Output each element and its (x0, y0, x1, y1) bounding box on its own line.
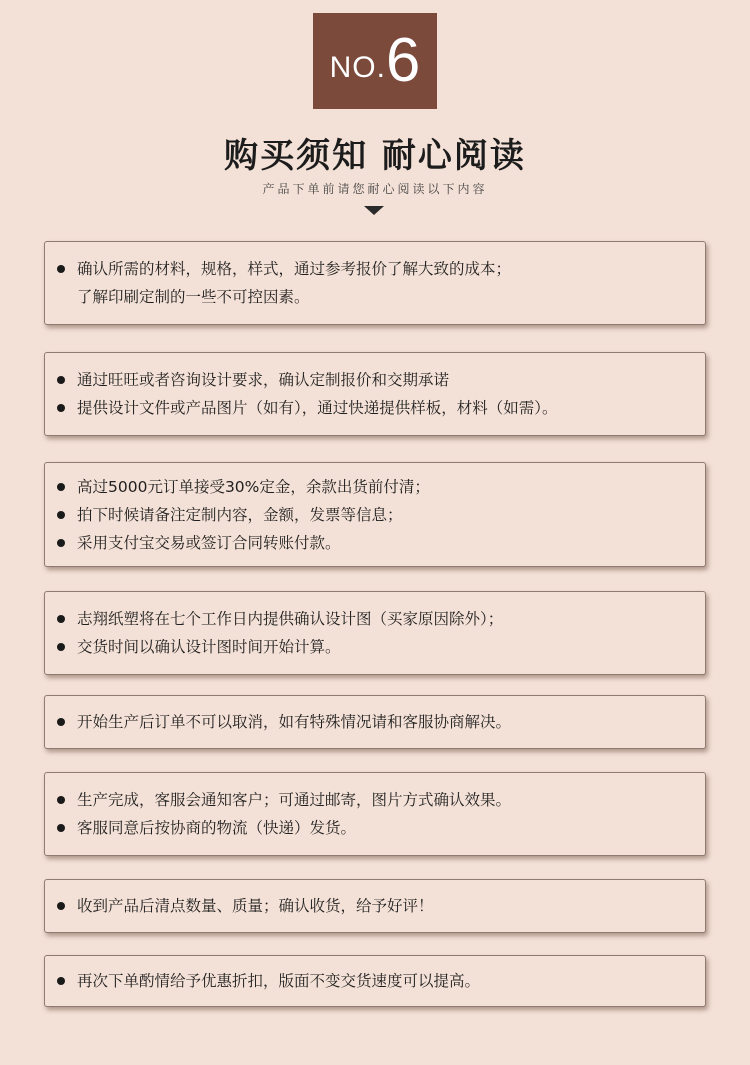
bullet-icon (57, 539, 65, 547)
notice-line (57, 473, 687, 501)
page-subtitle: 产品下单前请您耐心阅读以下内容 (262, 182, 488, 196)
notice-line (57, 605, 687, 633)
notice-card-5 (44, 695, 706, 749)
notice-line (57, 394, 687, 422)
notice-line (57, 283, 687, 311)
notice-text: 了解印刷定制的一些不可控因素。 (77, 288, 310, 306)
bullet-icon (57, 483, 65, 491)
notice-line (57, 708, 687, 736)
notice-line (57, 501, 687, 529)
badge-prefix: NO. (329, 51, 386, 84)
notice-text: 拍下时候请备注定制内容，金额，发票等信息； (77, 505, 403, 524)
notice-card-6 (44, 772, 706, 856)
notice-text: 客服同意后按协商的物流（快递）发货。 (77, 819, 357, 837)
notice-text: 生产完成，客服会通知客户；可通过邮寄，图片方式确认效果。 (77, 791, 512, 809)
notice-card-3 (44, 462, 706, 567)
badge-number: 6 (385, 26, 421, 95)
bullet-icon (57, 404, 65, 412)
bullet-icon (57, 511, 65, 519)
notice-text: 志翔纸塑将在七个工作日内提供确认设计图（买家原因除外）； (77, 610, 504, 628)
notice-card-1 (44, 241, 706, 325)
bullet-icon (57, 615, 65, 623)
notice-line (57, 892, 687, 920)
page-title: 购买须知 耐心阅读 (224, 136, 526, 176)
notice-text: 高过5000元订单接受30%定金，余款出货前付清； (77, 477, 430, 496)
bullet-icon (57, 796, 65, 804)
notice-text: 收到产品后清点数量、质量；确认收货，给予好评！ (77, 897, 434, 915)
bullet-icon (57, 718, 65, 726)
notice-text: 提供设计文件或产品图片（如有），通过快递提供样板，材料（如需）。 (77, 399, 558, 417)
notice-text: 通过旺旺或者咨询设计要求，确认定制报价和交期承诺 (77, 371, 450, 389)
notice-card-4 (44, 591, 706, 675)
number-badge (313, 13, 437, 109)
notice-card-8 (44, 955, 706, 1007)
notice-line (57, 255, 687, 283)
notice-text: 确认所需的材料，规格，样式，通过参考报价了解大致的成本； (77, 260, 512, 278)
notice-line (57, 633, 687, 661)
notice-line (57, 529, 687, 557)
notice-text: 再次下单酌情给予优惠折扣，版面不变交货速度可以提高。 (77, 972, 481, 990)
notice-text: 交货时间以确认设计图时间开始计算。 (77, 638, 341, 656)
bullet-icon (57, 265, 65, 273)
triangle-down-icon (364, 206, 384, 215)
bullet-icon (57, 643, 65, 651)
notice-line (57, 967, 687, 995)
bullet-icon (57, 977, 65, 985)
notice-text: 采用支付宝交易或签订合同转账付款。 (77, 533, 341, 552)
notice-text: 开始生产后订单不可以取消，如有特殊情况请和客服协商解决。 (77, 713, 512, 731)
notice-card-2 (44, 352, 706, 436)
bullet-icon (57, 376, 65, 384)
notice-line (57, 366, 687, 394)
notice-card-7 (44, 879, 706, 933)
bullet-icon (57, 902, 65, 910)
notice-line (57, 786, 687, 814)
notice-line (57, 814, 687, 842)
bullet-icon (57, 824, 65, 832)
